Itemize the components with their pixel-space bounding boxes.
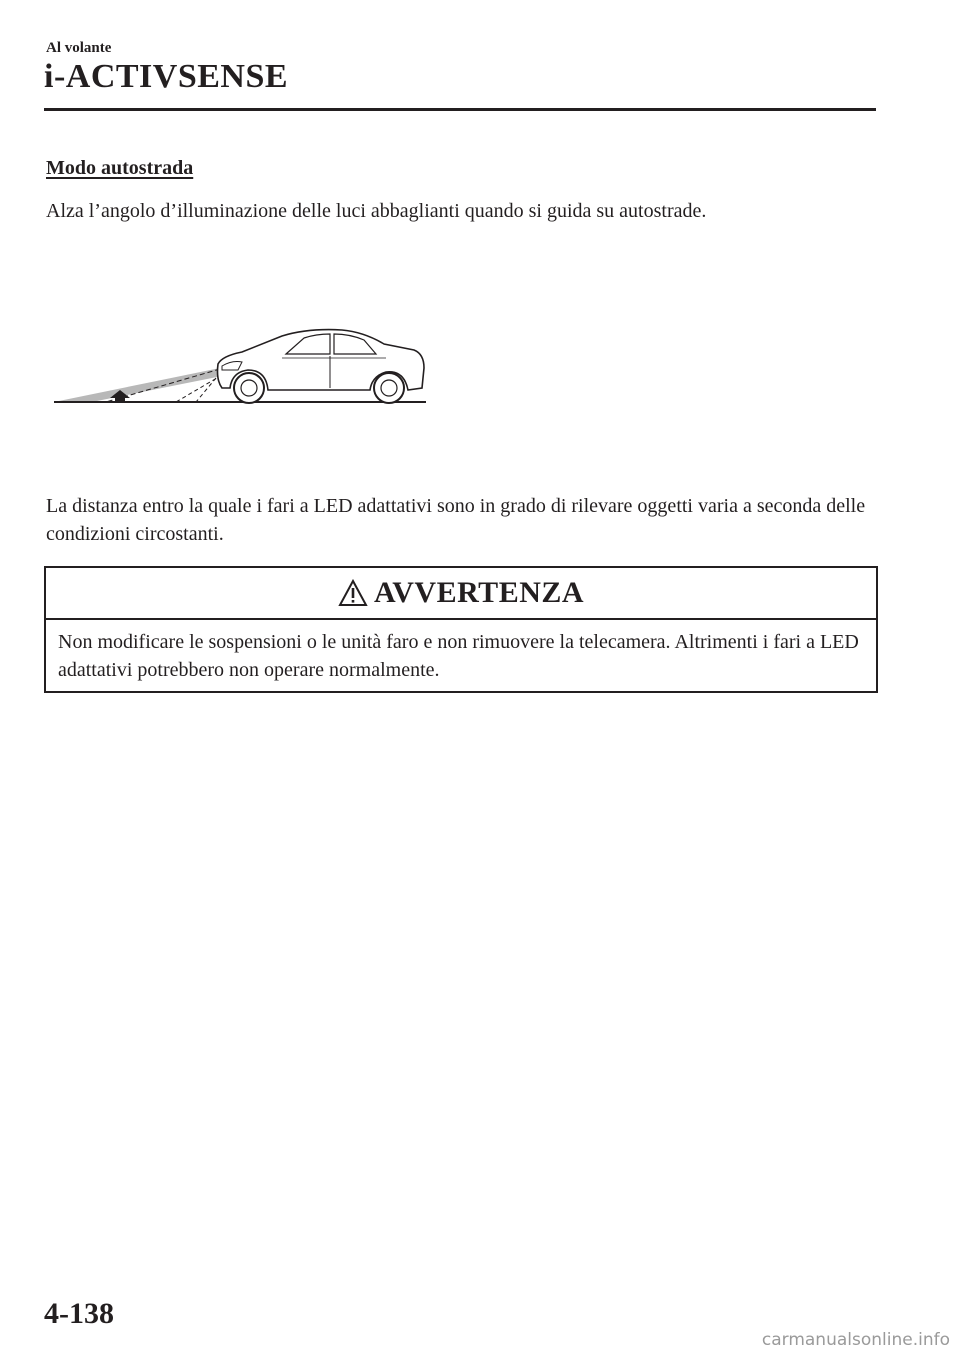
watermark: carmanualsonline.info <box>761 1330 950 1350</box>
header-divider <box>44 108 876 111</box>
warning-box <box>44 566 878 693</box>
page-number: 4-138 <box>44 1297 114 1330</box>
warning-text: Non modificare le sospensioni o le unità faro e non rimuovere la telecamera. Altrimenti i fari a LED adattativi potrebbero non operare normalmente. <box>58 631 859 681</box>
warning-title: AVVERTENZA <box>373 576 585 609</box>
section-title: i-ACTIVSENSE <box>44 58 289 95</box>
warning-header <box>46 568 876 620</box>
paragraph-highway-mode: Alza l’angolo d’illuminazione delle luci abbaglianti quando si guida su autostrade. <box>46 200 707 222</box>
chapter-label: Al volante <box>46 40 112 56</box>
light-beam <box>54 368 222 402</box>
subheading: Modo autostrada <box>46 157 194 179</box>
warning-triangle-icon <box>338 579 368 607</box>
car-headlight-illustration <box>46 318 430 410</box>
paragraph-detection-distance: La distanza entro la quale i fari a LED adattativi sono in grado di rilevare oggetti varia a seconda delle condizioni circostanti. <box>46 495 866 545</box>
